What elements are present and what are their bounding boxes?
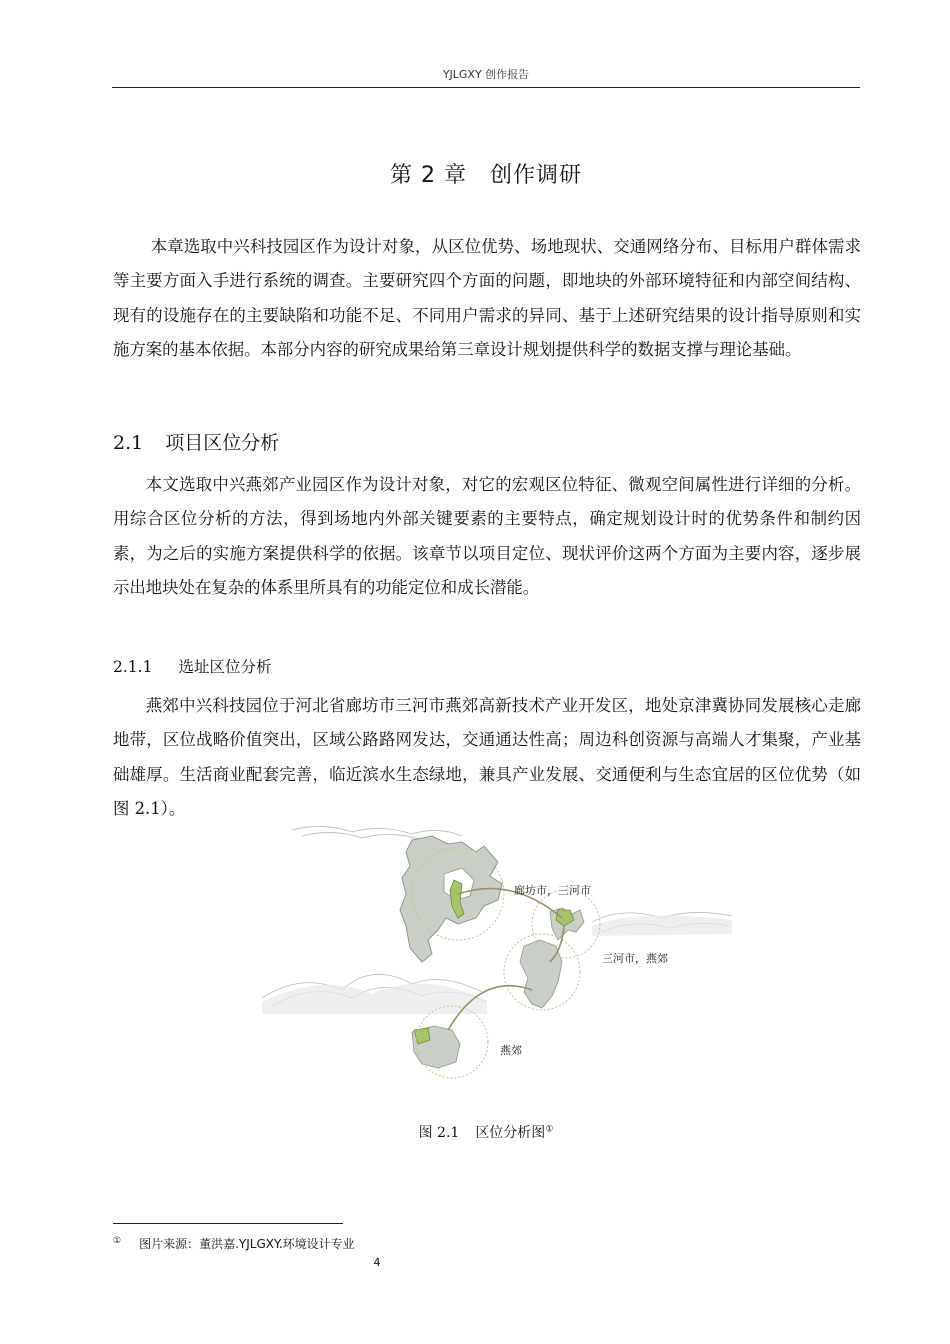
figure-title: 区位分析图 bbox=[475, 1125, 546, 1141]
page-number: 4 bbox=[373, 1256, 381, 1269]
figure-caption bbox=[112, 1122, 860, 1142]
section-heading-2-1-1 bbox=[113, 655, 271, 677]
section-2-1-paragraph: 本文选取中兴燕郊产业园区作为设计对象，对它的宏观区位特征、微观空间属性进行详细的分析。用综合区位分析的方法，得到场地内外部关键要素的主要特点，确定规划设计时的优势条件和制约因素，为之后的实施方案提供科学的依据。该章节以项目定位、现状评价这两个方面为主要内容，逐步展示出地块处在复杂的体系里所具有的功能定位和成长潜能。 bbox=[113, 475, 861, 598]
footnote-text: 图片来源：董洪嘉.YJLGXY.环境设计专业 bbox=[139, 1237, 355, 1251]
location-analysis-map bbox=[262, 822, 732, 1080]
footnote-reference[interactable]: ① bbox=[545, 1124, 554, 1135]
header-divider bbox=[112, 87, 860, 88]
sanhe-city-shape bbox=[520, 940, 562, 1008]
subsection-title: 选址区位分析 bbox=[178, 658, 272, 676]
subsection-number: 2.1.1 bbox=[113, 658, 153, 676]
yanjiao-label: 燕郊 bbox=[500, 1044, 522, 1057]
page-header: YJLGXY 创作报告 bbox=[442, 68, 530, 81]
footnote-mark: ① bbox=[113, 1236, 122, 1246]
footnote-divider bbox=[113, 1223, 343, 1224]
figure-number: 图 2.1 bbox=[418, 1125, 460, 1141]
langfang-label: 廊坊市，三河市 bbox=[514, 884, 591, 897]
section-title: 项目区位分析 bbox=[165, 432, 280, 454]
footnote bbox=[113, 1235, 355, 1252]
section-number: 2.1 bbox=[113, 432, 144, 454]
intro-paragraph: 本章选取中兴科技园区作为设计对象，从区位优势、场地现状、交通网络分布、目标用户群体需求等主要方面入手进行系统的调查。主要研究四个方面的问题，即地块的外部环境特征和内部空间结构、现有的设施存在的主要缺陷和功能不足、不同用户需求的异同、基于上述研究结果的设计指导原则和实施方案的基本依据。本部分内容的研究成果给第三章设计规划提供科学的数据支撑与理论基础。 bbox=[113, 237, 861, 360]
chapter-title: 第 2 章 创作调研 bbox=[390, 163, 582, 188]
sanhe-label: 三河市，燕郊 bbox=[602, 952, 668, 965]
section-2-1-1-paragraph: 燕郊中兴科技园位于河北省廊坊市三河市燕郊高新技术产业开发区，地处京津冀协同发展核心走廊地带，区位战略价值突出，区域公路路网发达，交通通达性高；周边科创资源与高端人才集聚，产业基础雄厚。生活商业配套完善，临近滨水生态绿地，兼具产业发展、交通便利与生态宜居的区位优势（如图 2.1）。 bbox=[113, 696, 861, 819]
section-heading-2-1 bbox=[113, 428, 279, 455]
